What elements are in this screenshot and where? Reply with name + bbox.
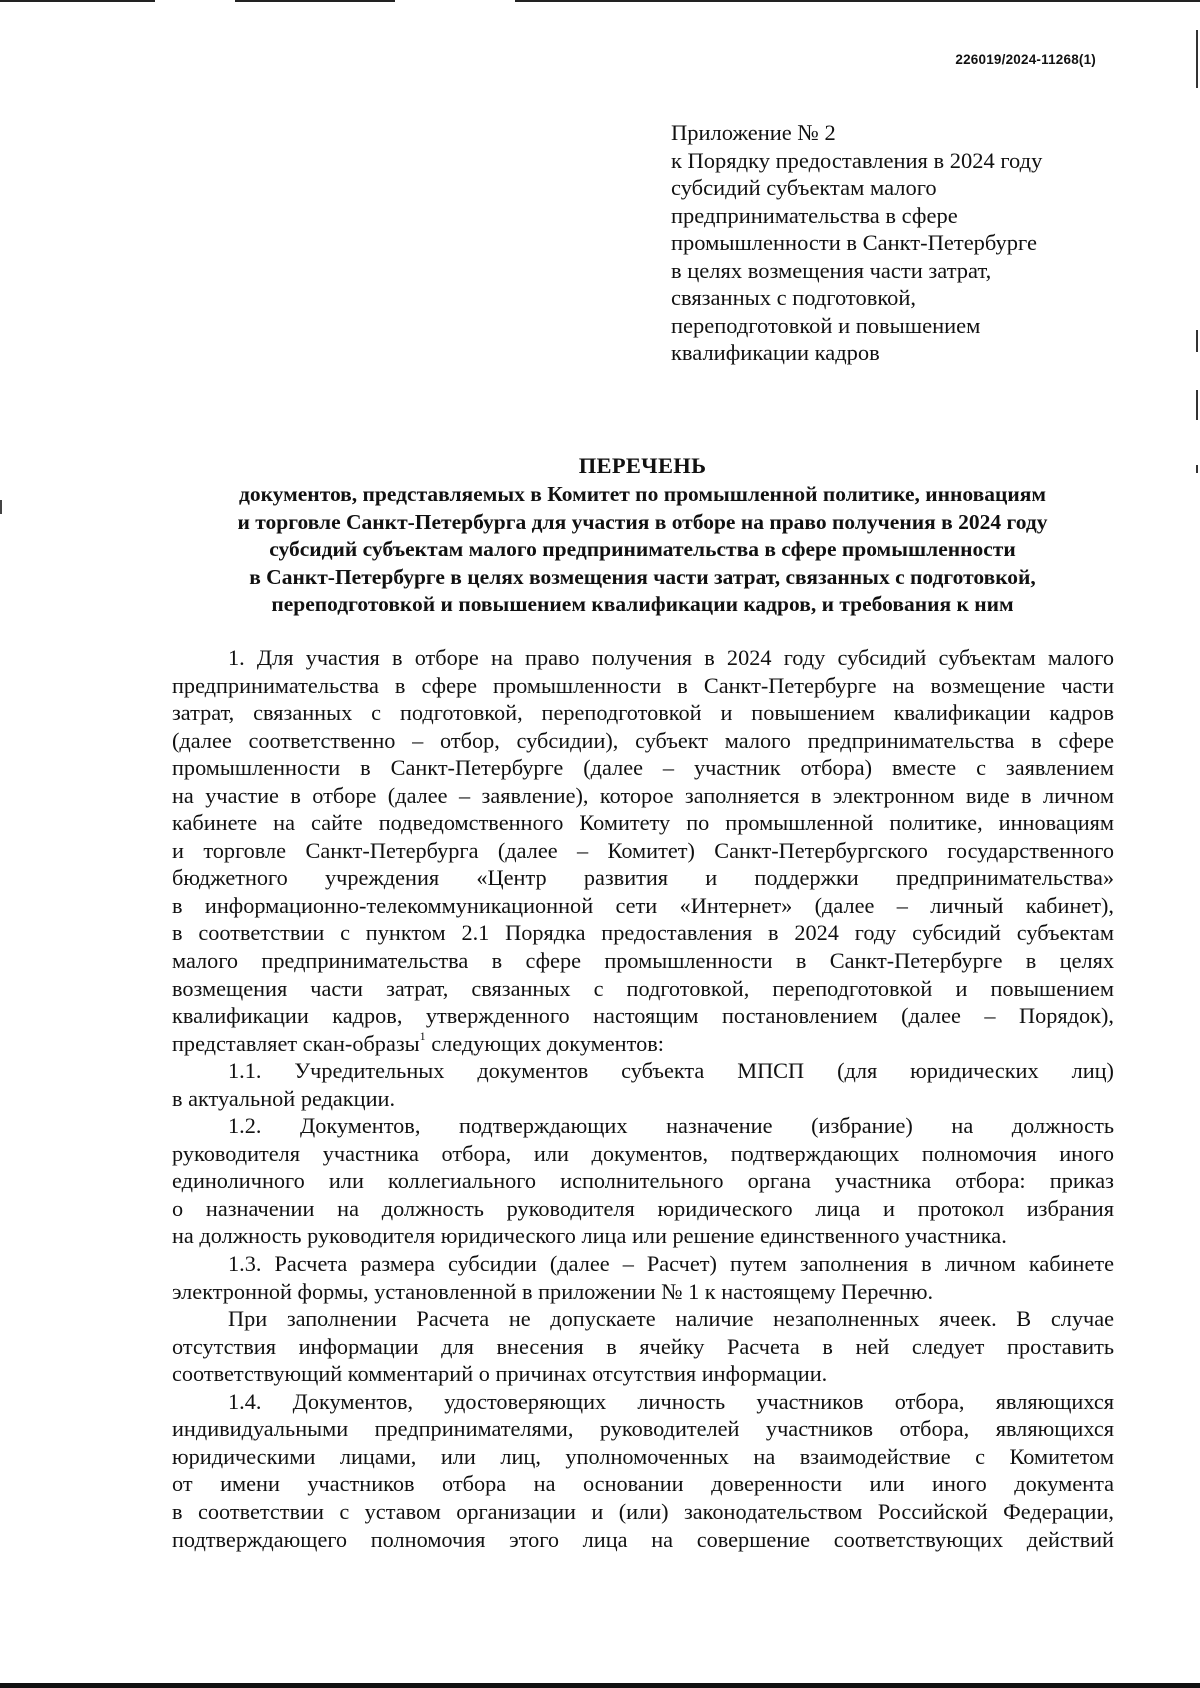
text-line: индивидуальными предпринимателями, руководителей участников отбора, являющихся xyxy=(172,1416,1114,1442)
text-line: в актуальной редакции. xyxy=(172,1085,396,1111)
paragraph-1-1 xyxy=(172,1057,1114,1112)
appendix-line: к Порядку предоставления в 2024 году xyxy=(671,147,1043,173)
text-fragment: представляет скан-образы xyxy=(172,1030,420,1056)
text-line: в информационно-телекоммуникационной сети «Интернет» (далее – личный кабинет), xyxy=(172,892,1114,918)
appendix-line: субсидий субъектам малого xyxy=(671,175,937,200)
text-line: 1.4. Документов, удостоверяющих личность участников отбора, являющихся xyxy=(228,1388,1114,1414)
text-line: подтверждающего полномочия этого лица на совершение соответствующих действий xyxy=(172,1526,1114,1552)
appendix-header xyxy=(671,119,1111,367)
paragraph-1-2 xyxy=(172,1112,1114,1250)
document-title: ПЕРЕЧЕНЬ xyxy=(578,453,707,478)
text-line: соответствующий комментарий о причинах отсутствия информации. xyxy=(172,1361,828,1387)
text-line: (далее соответственно – отбор, субсидии), субъект малого предпринимательства в сфере xyxy=(172,727,1114,753)
footnote-mark[interactable]: 1 xyxy=(419,1029,426,1044)
appendix-line: промышленности в Санкт-Петербурге xyxy=(671,230,1037,255)
text-line: предпринимательства в сфере промышленности в Санкт-Петербурге на возмещение части xyxy=(172,672,1114,698)
appendix-line: переподготовкой и повышением xyxy=(671,312,981,338)
text-line: юридическими лицами, или лиц, уполномоченных на взаимодействие с Комитетом xyxy=(172,1443,1114,1469)
text-line: в соответствии с уставом организации и (или) законодательством Российской Федерации, xyxy=(172,1498,1114,1524)
document-subtitle xyxy=(150,481,1135,619)
text-line: 1. Для участия в отборе на право получения в 2024 году субсидий субъектам малого xyxy=(228,645,1114,670)
text-line: 1.2. Документов, подтверждающих назначение (избрание) на должность xyxy=(228,1113,1114,1139)
scan-edge-gap xyxy=(395,0,515,3)
paragraph-1 xyxy=(172,644,1114,1057)
subtitle-line: документов, представляемых в Комитет по промышленной политике, инновациям xyxy=(238,482,1047,506)
document-body xyxy=(172,644,1114,1553)
text-line: бюджетного учреждения «Центр развития и поддержки предпринимательства» xyxy=(172,865,1114,891)
text-line: возмещения части затрат, связанных с подготовкой, переподготовкой и повышением xyxy=(172,975,1114,1001)
text-line: электронной формы, установленной в приложении № 1 к настоящему Перечню. xyxy=(172,1278,934,1304)
text-line: 1.1. Учредительных документов субъекта МПСП (для юридических лиц) xyxy=(228,1058,1114,1084)
subtitle-line: субсидий субъектам малого предпринимательства в сфере промышленности xyxy=(269,537,1016,561)
scan-edge-right xyxy=(1196,30,1198,88)
text-line: от имени участников отбора на основании доверенности или иного документа xyxy=(172,1471,1114,1497)
text-line: 1.3. Расчета размера субсидии (далее – Расчет) путем заполнения в личном кабинете xyxy=(228,1251,1114,1277)
text-line: кабинете на сайте подведомственного Комитету по промышленной политике, инновациям xyxy=(172,810,1114,836)
scan-edge-right xyxy=(1196,390,1198,420)
appendix-line: квалификации кадров xyxy=(671,340,880,365)
text-fragment: следующих документов: xyxy=(425,1030,664,1056)
appendix-line: в целях возмещения части затрат, xyxy=(671,257,992,283)
text-line: о назначении на должность руководителя юридического лица и протокол избрания xyxy=(172,1195,1114,1221)
scan-edge-left xyxy=(0,500,2,514)
paragraph-1-4 xyxy=(172,1388,1114,1553)
text-line: промышленности в Санкт-Петербурге (далее – участник отбора) вместе с заявлением xyxy=(172,755,1114,781)
text-line: и торговле Санкт-Петербурга (далее – Комитет) Санкт-Петербургского государственного xyxy=(172,837,1114,863)
scan-edge-gap xyxy=(155,0,235,3)
document-id: 226019/2024-11268(1) xyxy=(955,52,1096,67)
text-line: квалификации кадров, утвержденного настоящим постановлением (далее – Порядок), xyxy=(172,1003,1114,1029)
appendix-line: Приложение № 2 xyxy=(671,120,836,145)
text-line: на участие в отборе (далее – заявление), которое заполняется в электронном виде в личном xyxy=(172,782,1114,808)
paragraph-1-3-note xyxy=(172,1305,1114,1388)
text-line: затрат, связанных с подготовкой, переподготовкой и повышением квалификации кадров xyxy=(172,700,1114,726)
text-line: в соответствии с пунктом 2.1 Порядка предоставления в 2024 году субсидий субъектам xyxy=(172,920,1114,946)
subtitle-line: в Санкт-Петербурге в целях возмещения части затрат, связанных с подготовкой, xyxy=(249,564,1036,589)
text-line: При заполнении Расчета не допускаете наличие незаполненных ячеек. В случае xyxy=(228,1306,1114,1332)
text-line: на должность руководителя юридического лица или решение единственного участника. xyxy=(172,1223,1007,1249)
appendix-line: связанных с подготовкой, xyxy=(671,285,917,310)
paragraph-1-3 xyxy=(172,1250,1114,1305)
scan-edge-bottom xyxy=(0,1683,1200,1688)
text-line: руководителя участника отбора, или документов, подтверждающих полномочия иного xyxy=(172,1140,1114,1166)
text-line: отсутствия информации для внесения в ячейку Расчета в ней следует проставить xyxy=(172,1333,1114,1359)
subtitle-line: и торговле Санкт-Петербурга для участия в отборе на право получения в 2024 году xyxy=(237,509,1048,534)
scan-edge-right xyxy=(1196,465,1198,473)
scan-edge-right xyxy=(1196,330,1198,352)
appendix-line: предпринимательства в сфере xyxy=(671,202,958,228)
text-line: единоличного или коллегиального исполнительного органа участника отбора: приказ xyxy=(172,1168,1114,1194)
text-line xyxy=(172,1030,1114,1058)
text-line: малого предпринимательства в сфере промышленности в Санкт-Петербурге в целях xyxy=(172,948,1114,974)
subtitle-line: переподготовкой и повышением квалификации кадров, и требования к ним xyxy=(271,592,1014,616)
